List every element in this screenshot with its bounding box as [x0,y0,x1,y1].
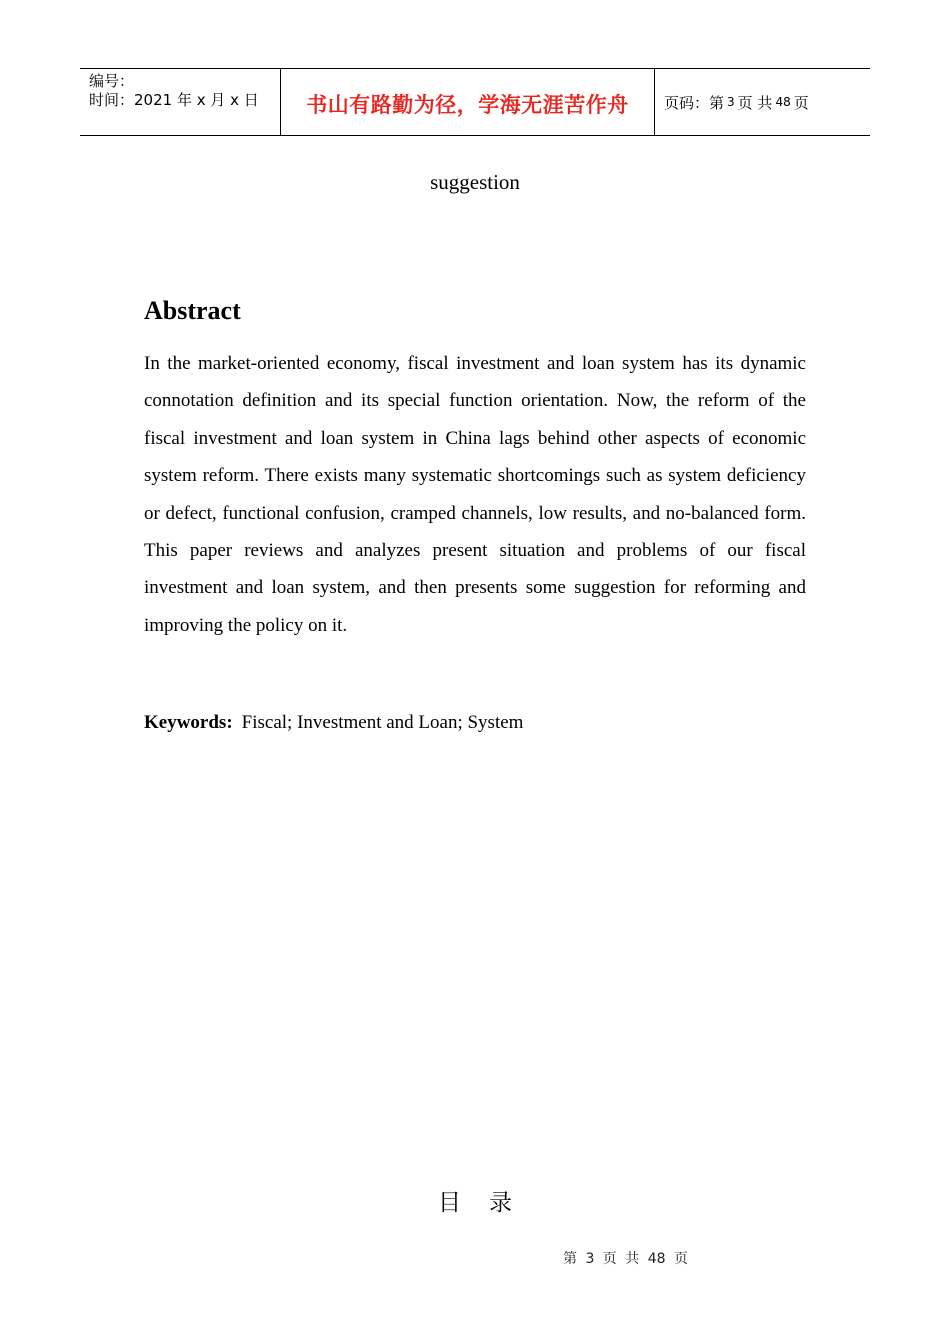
serial-number-label: 编号： [89,72,135,90]
document-header [80,68,870,136]
abstract-body: In the market-oriented economy, fiscal investment and loan system has its dynamic connotation definition and its special function orientation. Now, the reform of the fiscal investment and loan system in China lags behind other aspects of economic system reform. There exists many systematic shortcomings such as system deficiency or defect, functional confusion, cramped channels, low results, and no-balanced form. This paper reviews and analyzes present situation and problems of our fiscal investment and loan system, and then presents some suggestion for reforming and improving the policy on it. [144,353,806,636]
keywords-line [144,712,523,734]
page-code-suffix: 页 [793,93,809,112]
header-page-code-cell [655,69,870,135]
motto-text: 书山有路勤为径，学海无涯苦作舟 [306,93,629,117]
header-meta-cell [80,69,281,135]
section-heading: suggestion [430,170,520,194]
page-code-total: 48 [775,95,791,109]
page-code-current: 3 [727,95,735,109]
keywords-label: Keywords: [144,712,233,733]
table-of-contents-title: 目录 [438,1190,540,1216]
page-code-middle: 页 共 [737,93,773,112]
header-motto-cell [281,69,655,135]
date-label: 时间：2021 年 x 月 x 日 [89,91,259,109]
page-code-prefix: 页码：第 [664,93,725,112]
abstract-title: Abstract [144,296,241,325]
footer-page-number: 第 3 页 共 48 页 [563,1251,688,1267]
keywords-value: Fiscal; Investment and Loan; System [241,712,524,733]
